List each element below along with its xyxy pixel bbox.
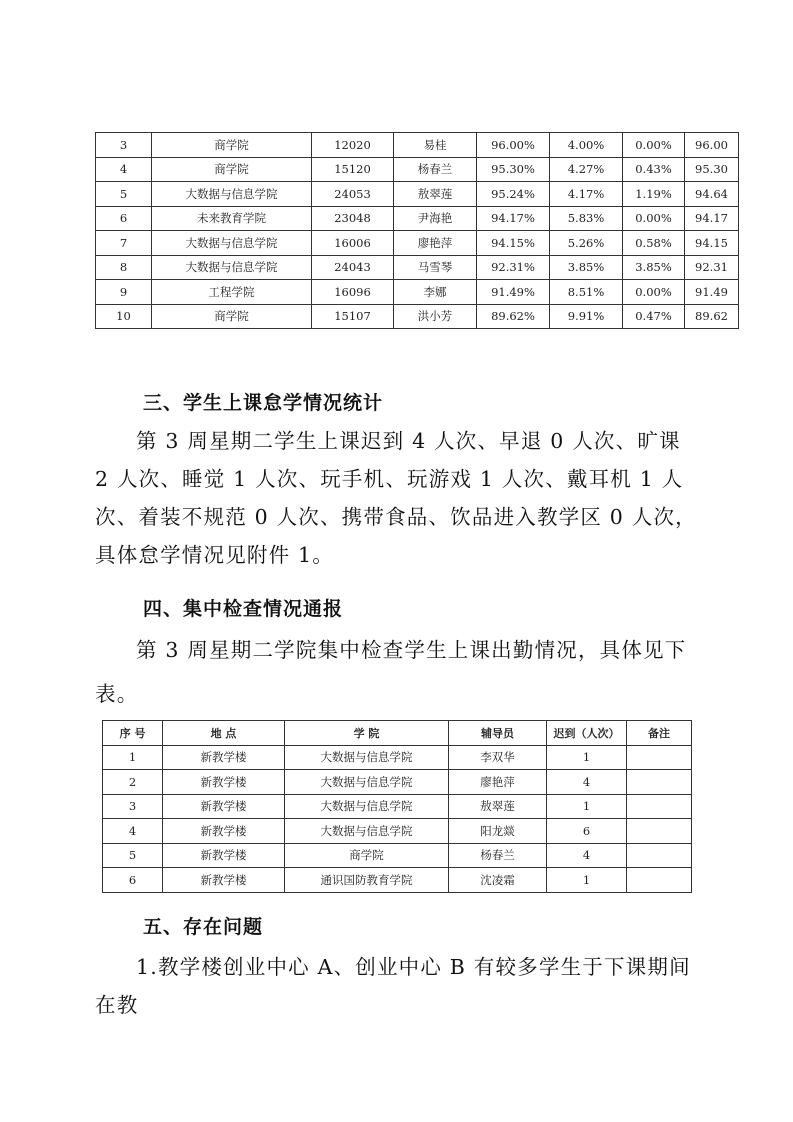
absent-rate-cell: 0.47%: [623, 304, 685, 329]
table-row: [96, 280, 739, 305]
rank-cell: 10: [96, 304, 152, 329]
table-row: [103, 794, 692, 819]
late-rate-cell: 4.27%: [550, 157, 623, 182]
score-cell: 94.15: [685, 231, 739, 256]
attendance-rate-cell: 95.24%: [477, 182, 550, 207]
college-cell: 大数据与信息学院: [152, 182, 312, 207]
location-cell: 新教学楼: [163, 819, 285, 844]
rank-cell: 4: [96, 157, 152, 182]
college-cell: 大数据与信息学院: [285, 794, 449, 819]
attendance-rate-cell: 92.31%: [477, 255, 550, 280]
location-cell: 新教学楼: [163, 745, 285, 770]
score-cell: 92.31: [685, 255, 739, 280]
late-rate-cell: 9.91%: [550, 304, 623, 329]
attendance-rate-cell: 95.30%: [477, 157, 550, 182]
late-rate-cell: 3.85%: [550, 255, 623, 280]
section-3-heading: 三、学生上课怠学情况统计: [143, 392, 384, 414]
location-cell: 新教学楼: [163, 770, 285, 795]
inspection-table: [102, 720, 692, 893]
college-cell: 商学院: [285, 843, 449, 868]
attendance-rate-cell: 91.49%: [477, 280, 550, 305]
rank-cell: 8: [96, 255, 152, 280]
table-row: [96, 182, 739, 207]
attendance-rate-cell: 89.62%: [477, 304, 550, 329]
table-row: [96, 133, 739, 158]
section-3-paragraph: 第 3 周星期二学生上课迟到 4 人次、早退 0 人次、旷课 2 人次、睡觉 1 人次、玩手机、玩游戏 1 人次、戴耳机 1 人次、着装不规范 0 人次、携带食品、饮品进入教学区 0 人次，具体怠学情况见附件 1。: [95, 429, 697, 567]
absent-rate-cell: 0.43%: [623, 157, 685, 182]
college-cell: 工程学院: [152, 280, 312, 305]
attendance-rate-cell: 94.15%: [477, 231, 550, 256]
counselor-cell: 廖艳萍: [394, 231, 477, 256]
counselor-cell: 尹海艳: [394, 206, 477, 231]
late-cell: 4: [547, 770, 627, 795]
rank-cell: 5: [96, 182, 152, 207]
score-cell: 96.00: [685, 133, 739, 158]
rank-cell: 7: [96, 231, 152, 256]
college-cell: 商学院: [152, 133, 312, 158]
counselor-cell: 洪小芳: [394, 304, 477, 329]
counselor-cell: 李双华: [449, 745, 547, 770]
attendance-rate-cell: 94.17%: [477, 206, 550, 231]
class-cell: 24053: [312, 182, 394, 207]
section-4-heading: 四、集中检查情况通报: [143, 598, 344, 620]
section-4-paragraph: 第 3 周星期二学院集中检查学生上课出勤情况，具体见下表。: [95, 638, 687, 706]
header-no: 序 号: [103, 721, 163, 746]
class-cell: 12020: [312, 133, 394, 158]
late-rate-cell: 4.00%: [550, 133, 623, 158]
counselor-cell: 马雪琴: [394, 255, 477, 280]
table-row: [96, 206, 739, 231]
no-cell: 4: [103, 819, 163, 844]
class-cell: 16096: [312, 280, 394, 305]
score-cell: 95.30: [685, 157, 739, 182]
class-cell: 16006: [312, 231, 394, 256]
college-cell: 未来教育学院: [152, 206, 312, 231]
college-cell: 大数据与信息学院: [152, 255, 312, 280]
table-row: [96, 157, 739, 182]
late-rate-cell: 4.17%: [550, 182, 623, 207]
remark-cell: [627, 843, 692, 868]
counselor-cell: 廖艳萍: [449, 770, 547, 795]
late-cell: 1: [547, 745, 627, 770]
location-cell: 新教学楼: [163, 794, 285, 819]
location-cell: 新教学楼: [163, 843, 285, 868]
class-cell: 15107: [312, 304, 394, 329]
counselor-cell: 杨春兰: [449, 843, 547, 868]
remark-cell: [627, 819, 692, 844]
counselor-cell: 李娜: [394, 280, 477, 305]
score-cell: 94.64: [685, 182, 739, 207]
header-late: 迟到（人次）: [547, 721, 627, 746]
counselor-cell: 易桂: [394, 133, 477, 158]
no-cell: 2: [103, 770, 163, 795]
counselor-cell: 杨春兰: [394, 157, 477, 182]
absent-rate-cell: 1.19%: [623, 182, 685, 207]
counselor-cell: 沈凌霜: [449, 868, 547, 893]
college-cell: 通识国防教育学院: [285, 868, 449, 893]
score-cell: 89.62: [685, 304, 739, 329]
no-cell: 3: [103, 794, 163, 819]
late-cell: 1: [547, 794, 627, 819]
class-cell: 23048: [312, 206, 394, 231]
table-row: [103, 745, 692, 770]
section-5-heading: 五、存在问题: [143, 916, 264, 938]
absent-rate-cell: 0.58%: [623, 231, 685, 256]
remark-cell: [627, 868, 692, 893]
table-row: [103, 843, 692, 868]
table-row: [103, 868, 692, 893]
absent-rate-cell: 3.85%: [623, 255, 685, 280]
counselor-cell: 敖翠莲: [394, 182, 477, 207]
table-row: [103, 819, 692, 844]
location-cell: 新教学楼: [163, 868, 285, 893]
table-row: [96, 304, 739, 329]
late-cell: 1: [547, 868, 627, 893]
absent-rate-cell: 0.00%: [623, 133, 685, 158]
rank-cell: 6: [96, 206, 152, 231]
no-cell: 1: [103, 745, 163, 770]
remark-cell: [627, 745, 692, 770]
remark-cell: [627, 794, 692, 819]
header-college: 学 院: [285, 721, 449, 746]
table-row: [96, 255, 739, 280]
rank-cell: 3: [96, 133, 152, 158]
header-counselor: 辅导员: [449, 721, 547, 746]
attendance-ranking-table: [95, 132, 739, 329]
late-cell: 4: [547, 843, 627, 868]
no-cell: 5: [103, 843, 163, 868]
late-rate-cell: 5.26%: [550, 231, 623, 256]
header-remark: 备注: [627, 721, 692, 746]
late-rate-cell: 5.83%: [550, 206, 623, 231]
absent-rate-cell: 0.00%: [623, 206, 685, 231]
table-row: [96, 231, 739, 256]
remark-cell: [627, 770, 692, 795]
attendance-rate-cell: 96.00%: [477, 133, 550, 158]
table-header-row: [103, 721, 692, 746]
section-5-paragraph: 1.教学楼创业中心 A、创业中心 B 有较多学生于下课期间在教: [95, 955, 691, 1017]
absent-rate-cell: 0.00%: [623, 280, 685, 305]
table-row: [103, 770, 692, 795]
class-cell: 24043: [312, 255, 394, 280]
header-location: 地 点: [163, 721, 285, 746]
college-cell: 大数据与信息学院: [285, 745, 449, 770]
college-cell: 商学院: [152, 304, 312, 329]
class-cell: 15120: [312, 157, 394, 182]
counselor-cell: 阳龙燚: [449, 819, 547, 844]
score-cell: 94.17: [685, 206, 739, 231]
counselor-cell: 敖翠莲: [449, 794, 547, 819]
late-cell: 6: [547, 819, 627, 844]
college-cell: 大数据与信息学院: [285, 819, 449, 844]
college-cell: 大数据与信息学院: [285, 770, 449, 795]
late-rate-cell: 8.51%: [550, 280, 623, 305]
college-cell: 商学院: [152, 157, 312, 182]
rank-cell: 9: [96, 280, 152, 305]
score-cell: 91.49: [685, 280, 739, 305]
no-cell: 6: [103, 868, 163, 893]
college-cell: 大数据与信息学院: [152, 231, 312, 256]
